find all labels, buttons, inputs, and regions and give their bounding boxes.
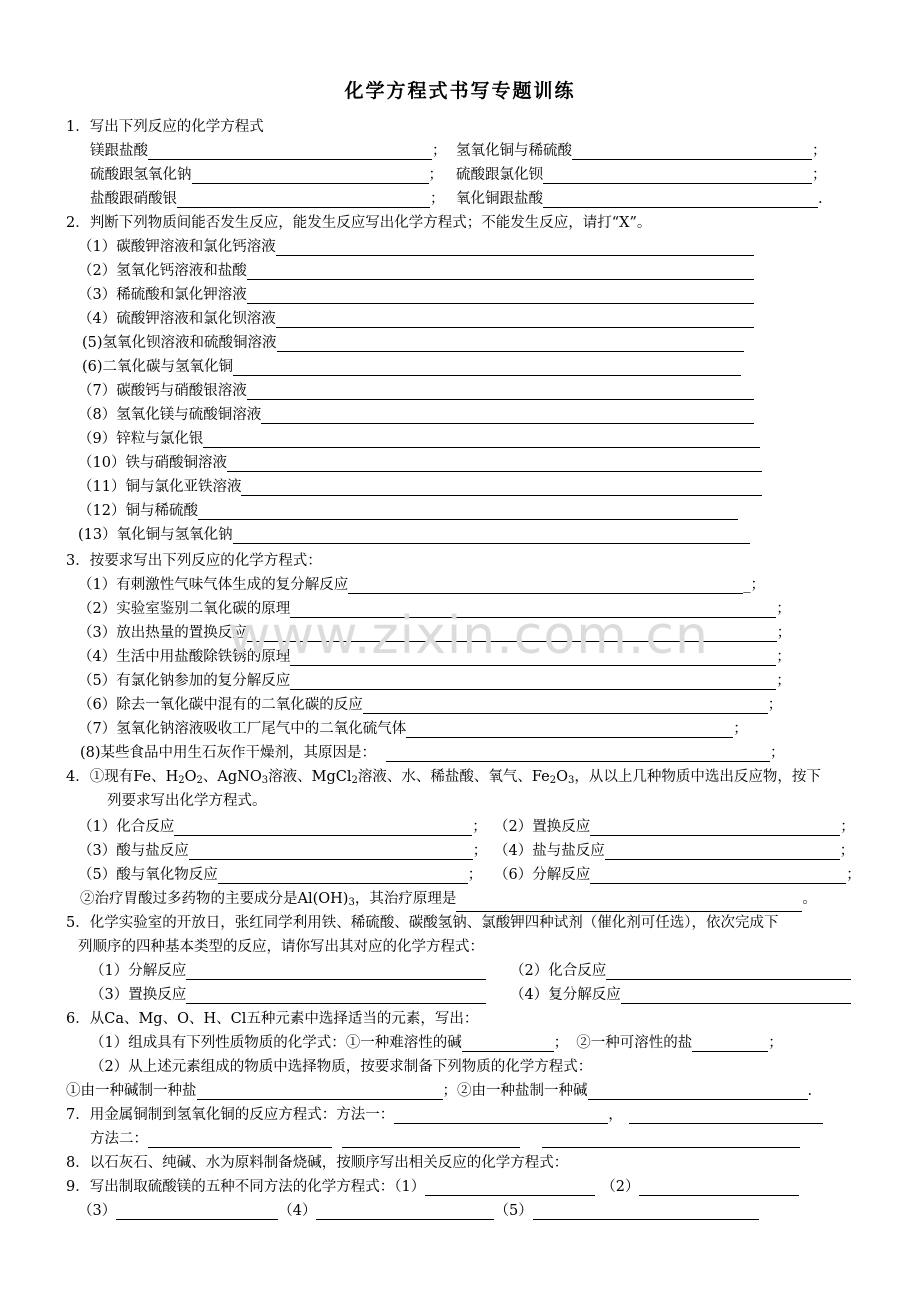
punct: ； bbox=[812, 143, 827, 159]
answer-blank[interactable] bbox=[276, 240, 754, 256]
answer-blank[interactable] bbox=[197, 1084, 443, 1100]
q6-text: ①由一种碱制一种盐 bbox=[66, 1083, 197, 1099]
q9-num: （3） bbox=[78, 1203, 117, 1219]
q5-item bbox=[90, 962, 486, 982]
q3-item-label: （5）有氯化钠参加的复分解反应 bbox=[78, 673, 291, 689]
page-title: 化学方程式书写专题训练 bbox=[344, 80, 576, 102]
q9-num: （4） bbox=[278, 1203, 317, 1219]
answer-blank[interactable] bbox=[639, 1180, 799, 1196]
q7-line1 bbox=[66, 1106, 823, 1126]
q5-item-label: （2）化合反应 bbox=[510, 963, 607, 979]
q4-stem: 4．①现有Fe、$H_2O_2$、AgNO$_3$溶液、MgCl$_2$溶液、水、稀盐酸、氧气、$Fe_2O_3$，从以上几种物质中选出反应物，按下 bbox=[66, 769, 821, 786]
q2-stem: 2．判断下列物质间能否发生反应，能发生反应写出化学方程式；不能发生反应，请打“X”。 bbox=[66, 215, 652, 231]
punct: _ bbox=[743, 577, 751, 593]
q4-extra-text: ②治疗胃酸过多药物的主要成分是Al(OH) bbox=[80, 891, 349, 907]
punct: ； bbox=[472, 819, 487, 835]
punct: ； bbox=[770, 745, 785, 761]
q4-item-label: （4）盐与盐反应 bbox=[494, 843, 605, 859]
punct: ； bbox=[839, 843, 855, 859]
q1-item2: 氢氧化铜与稀硫酸 bbox=[456, 143, 572, 159]
q4-extra-text: ，其治疗原理是 bbox=[354, 891, 457, 907]
punct: . bbox=[818, 191, 823, 207]
q5-item-label: （1）分解反应 bbox=[90, 963, 187, 979]
answer-blank[interactable] bbox=[148, 144, 432, 160]
q2-item-label: (13）氧化铜与氢氧化钠 bbox=[78, 527, 233, 543]
q4-item-label: （3）酸与盐反应 bbox=[78, 843, 189, 859]
punct: ； bbox=[467, 867, 483, 883]
answer-blank[interactable] bbox=[629, 1108, 823, 1124]
q3-stem: 3．按要求写出下列反应的化学方程式： bbox=[66, 553, 322, 569]
q1-row3 bbox=[90, 190, 445, 210]
answer-blank[interactable] bbox=[177, 192, 430, 208]
punct: ； bbox=[812, 167, 827, 183]
answer-blank[interactable] bbox=[348, 578, 743, 594]
answer-blank[interactable] bbox=[218, 868, 468, 884]
q4-item-label: （2）置换反应 bbox=[494, 819, 591, 835]
q5-stem: 5．化学实验室的开放日，张红同学利用铁、稀硫酸、碳酸氢钠、氯酸钾四种试剂（催化剂可任选），依次完成下 bbox=[66, 915, 779, 931]
answer-blank[interactable] bbox=[227, 456, 762, 472]
answer-blank[interactable] bbox=[247, 384, 754, 400]
q6-text: ①一种难溶性的碱 bbox=[345, 1035, 462, 1051]
q2-item-label: （9）锌粒与氯化银 bbox=[78, 431, 204, 447]
answer-blank[interactable] bbox=[543, 192, 818, 208]
answer-blank[interactable] bbox=[588, 1084, 808, 1100]
punct: ； bbox=[432, 143, 447, 159]
punct: ； bbox=[840, 819, 855, 835]
answer-blank[interactable] bbox=[394, 1108, 608, 1124]
q3-item-label: （7）氢氧化钠溶液吸收工厂尾气中的二氧化硫气体 bbox=[78, 721, 407, 737]
answer-blank[interactable] bbox=[342, 1132, 520, 1148]
q6-line1 bbox=[90, 1034, 783, 1054]
q1-row2 bbox=[90, 166, 443, 186]
punct: 。 bbox=[802, 891, 817, 907]
q3-item bbox=[78, 576, 765, 596]
answer-blank[interactable] bbox=[116, 1204, 278, 1220]
q1-row3b bbox=[456, 190, 823, 210]
q4-item-label: （1）化合反应 bbox=[78, 819, 175, 835]
punct: ； bbox=[442, 1083, 457, 1099]
q9-num: （1） bbox=[394, 1179, 426, 1195]
answer-blank[interactable] bbox=[247, 288, 754, 304]
q1-row2b bbox=[456, 166, 827, 186]
q2-item bbox=[78, 286, 754, 306]
answer-blank[interactable] bbox=[692, 1036, 768, 1052]
q1-row1 bbox=[90, 142, 447, 162]
q2-item bbox=[78, 310, 754, 330]
q1-item6: 氧化铜跟盐酸 bbox=[456, 191, 543, 207]
answer-blank[interactable] bbox=[406, 722, 733, 738]
q4-stem-cont: 列要求写出化学方程式。 bbox=[107, 793, 267, 809]
q5-item-label: （4）复分解反应 bbox=[510, 987, 621, 1003]
answer-blank[interactable] bbox=[290, 674, 776, 690]
punct: ； bbox=[472, 843, 488, 859]
q5-item bbox=[510, 962, 851, 982]
q2-item-label: （3）稀硫酸和氯化钾溶液 bbox=[78, 287, 247, 303]
q2-item-label: （2）氢氧化钙溶液和盐酸 bbox=[78, 263, 247, 279]
q9-line1 bbox=[66, 1178, 799, 1198]
q3-item bbox=[78, 720, 748, 740]
answer-blank[interactable] bbox=[605, 844, 840, 860]
q3-item-label: （2）实验室鉴别二氧化碳的原理 bbox=[78, 601, 291, 617]
q2-item bbox=[78, 262, 754, 282]
answer-blank[interactable] bbox=[386, 746, 770, 762]
q3-item-label: （3）放出热量的置换反应 bbox=[78, 625, 247, 641]
q6-text: ②由一种盐制一种碱 bbox=[457, 1083, 588, 1099]
answer-blank[interactable] bbox=[186, 964, 486, 980]
punct: ； bbox=[767, 697, 783, 713]
q4-item bbox=[494, 866, 861, 886]
q2-item-label: （11）铜与氯化亚铁溶液 bbox=[78, 479, 242, 495]
q2-item-label: （12）铜与稀硫酸 bbox=[78, 503, 198, 519]
q7-text: 方法二： bbox=[90, 1131, 148, 1147]
q5-stem-cont: 列顺序的四种基本类型的反应，请你写出其对应的化学方程式： bbox=[78, 939, 484, 955]
answer-blank[interactable] bbox=[276, 312, 754, 328]
answer-blank[interactable] bbox=[316, 1204, 494, 1220]
q4-item bbox=[494, 818, 855, 838]
q2-item bbox=[82, 334, 744, 354]
q3-item bbox=[80, 744, 785, 764]
answer-blank[interactable] bbox=[590, 820, 840, 836]
answer-blank[interactable] bbox=[247, 264, 754, 280]
answer-blank[interactable] bbox=[621, 988, 851, 1004]
answer-blank[interactable] bbox=[277, 336, 744, 352]
q5-item bbox=[510, 986, 851, 1006]
q2-item bbox=[78, 238, 754, 258]
q3-item bbox=[78, 672, 791, 692]
answer-blank[interactable] bbox=[192, 168, 429, 184]
answer-blank[interactable] bbox=[533, 1204, 759, 1220]
q7-text: 7．用金属铜制到氢氧化铜的反应方程式：方法一： bbox=[66, 1107, 395, 1123]
punct: ； bbox=[428, 167, 443, 183]
q2-item bbox=[82, 358, 741, 378]
q2-item bbox=[78, 454, 762, 474]
watermark: www.zixin.com.cn bbox=[228, 606, 709, 666]
answer-blank[interactable] bbox=[606, 964, 851, 980]
q4-item bbox=[78, 866, 482, 886]
q9-line2 bbox=[78, 1202, 759, 1222]
q4-extra: ②治疗胃酸过多药物的主要成分是$Al(OH)_3$，其治疗原理是 。 bbox=[80, 890, 817, 910]
q2-item-label: （4）硫酸钾溶液和氯化钡溶液 bbox=[78, 311, 276, 327]
q2-item bbox=[78, 526, 750, 546]
q3-item bbox=[78, 696, 782, 716]
q6-line2: （2）从上述元素组成的物质中选择物质，按要求制备下列物质的化学方程式： bbox=[90, 1059, 593, 1075]
q2-item-label: （8）氢氧化镁与硫酸铜溶液 bbox=[78, 407, 262, 423]
q1-item4: 硫酸跟氯化钡 bbox=[456, 167, 543, 183]
answer-blank[interactable] bbox=[186, 988, 486, 1004]
q4-item bbox=[78, 818, 487, 838]
q3-item-label: （4）生活中用盐酸除铁锈的原理 bbox=[78, 649, 291, 665]
q6-text: ②一种可溶性的盐 bbox=[576, 1035, 693, 1051]
q3-item-label: (8)某些食品中用生石灰作干燥剂，其原因是： bbox=[80, 745, 377, 761]
q1-item3: 硫酸跟氢氧化钠 bbox=[90, 167, 192, 183]
answer-blank[interactable] bbox=[425, 1180, 595, 1196]
q8-stem: 8．以石灰石、纯碱、水为原料制备烧碱，按顺序写出相关反应的化学方程式： bbox=[66, 1155, 569, 1171]
q2-item bbox=[78, 406, 754, 426]
q2-item-label: （1）碳酸钾溶液和氯化钙溶液 bbox=[78, 239, 276, 255]
answer-blank[interactable] bbox=[456, 896, 802, 912]
punct: ； bbox=[776, 625, 792, 641]
punct: ； bbox=[846, 867, 861, 883]
answer-blank[interactable] bbox=[241, 480, 762, 496]
q2-item bbox=[78, 502, 738, 522]
q9-text: 9．写出制取硫酸镁的五种不同方法的化学方程式： bbox=[66, 1179, 395, 1195]
q9-num: （2） bbox=[601, 1179, 640, 1195]
answer-blank[interactable] bbox=[203, 432, 760, 448]
q1-item1: 镁跟盐酸 bbox=[90, 143, 148, 159]
answer-blank[interactable] bbox=[174, 820, 472, 836]
q6-stem: 6．从Ca、Mg、O、H、Cl五种元素中选择适当的元素，写出： bbox=[66, 1011, 479, 1027]
q2-item-label: （7）碳酸钙与硝酸银溶液 bbox=[78, 383, 247, 399]
punct: ； bbox=[776, 673, 791, 689]
answer-blank[interactable] bbox=[198, 504, 738, 520]
answer-blank[interactable] bbox=[233, 528, 750, 544]
answer-blank[interactable] bbox=[261, 408, 754, 424]
q2-item bbox=[78, 382, 754, 402]
punct: ； bbox=[553, 1035, 569, 1051]
punct: ， bbox=[608, 1107, 623, 1123]
q2-item-label: (5)氢氧化钡溶液和硫酸铜溶液 bbox=[82, 335, 277, 351]
q2-item-label: （10）铁与硝酸铜溶液 bbox=[78, 455, 227, 471]
q1-item5: 盐酸跟硝酸银 bbox=[90, 191, 177, 207]
punct: ； bbox=[768, 1035, 783, 1051]
answer-blank[interactable] bbox=[189, 844, 473, 860]
answer-blank[interactable] bbox=[572, 144, 812, 160]
answer-blank[interactable] bbox=[148, 1132, 332, 1148]
q3-item-label: （6）除去一氧化碳中混有的二氧化碳的反应 bbox=[78, 697, 363, 713]
q5-item-label: （3）置换反应 bbox=[90, 987, 187, 1003]
answer-blank[interactable] bbox=[462, 1036, 554, 1052]
q4-item bbox=[494, 842, 854, 862]
q1-row1b bbox=[456, 142, 827, 162]
q2-item bbox=[78, 430, 760, 450]
punct: . bbox=[807, 1083, 813, 1099]
answer-blank[interactable] bbox=[590, 868, 846, 884]
q6-text: （1）组成具有下列性质物质的化学式： bbox=[90, 1035, 346, 1051]
answer-blank[interactable] bbox=[543, 168, 812, 184]
q1-stem: 1．写出下列反应的化学方程式 bbox=[66, 119, 264, 135]
q6-line3 bbox=[66, 1082, 812, 1102]
answer-blank[interactable] bbox=[363, 698, 768, 714]
q3-item-label: （1）有刺激性气味气体生成的复分解反应 bbox=[78, 577, 349, 593]
answer-blank[interactable] bbox=[542, 1132, 800, 1148]
answer-blank[interactable] bbox=[233, 360, 741, 376]
punct: ； bbox=[776, 649, 791, 665]
q2-item bbox=[78, 478, 762, 498]
q4-item bbox=[78, 842, 487, 862]
q5-item bbox=[90, 986, 486, 1006]
punct: ； bbox=[733, 721, 748, 737]
punct: ； bbox=[430, 191, 445, 207]
punct: ； bbox=[776, 601, 791, 617]
q4-item-label: （5）酸与氧化物反应 bbox=[78, 867, 218, 883]
q7-line2 bbox=[90, 1130, 800, 1150]
q9-num: （5） bbox=[494, 1203, 533, 1219]
q2-item-label: (6)二氧化碳与氢氧化铜 bbox=[82, 359, 234, 375]
punct: ； bbox=[750, 577, 765, 593]
q4-item-label: （6）分解反应 bbox=[494, 867, 591, 883]
